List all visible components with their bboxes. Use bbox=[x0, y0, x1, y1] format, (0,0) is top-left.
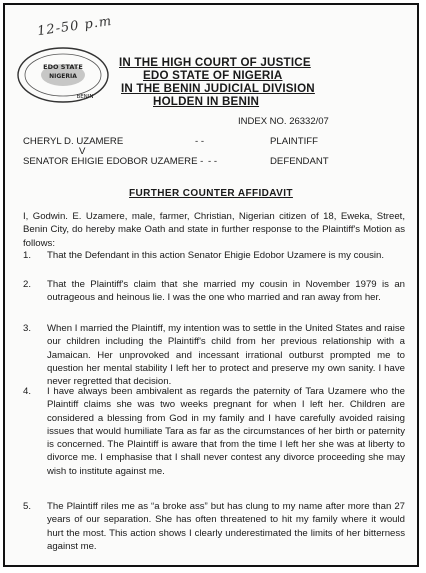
item-number: 5. bbox=[23, 501, 32, 512]
handwritten-time-note: 12-50 p.m bbox=[36, 13, 114, 40]
court-heading-line-2: EDO STATE OF NIGERIA bbox=[143, 69, 283, 82]
court-heading bbox=[119, 56, 399, 108]
defendant-dashes: - - bbox=[208, 156, 218, 167]
defendant-name: SENATOR EHIGIE EDOBOR UZAMERE - bbox=[23, 156, 204, 167]
court-seal-stamp-icon bbox=[15, 45, 111, 105]
document-page bbox=[3, 3, 419, 567]
versus-label: V bbox=[79, 146, 86, 157]
item-number: 2. bbox=[23, 279, 32, 290]
court-heading-line-1: IN THE HIGH COURT OF JUSTICE bbox=[119, 56, 311, 69]
item-text: I have always been ambivalent as regards the paternity of Tara Uzamere who the Plaintiff claims she was two weeks pregnant for when I left her. Children are considered a blessing from God in my family and I have carefully avoided raising issues that would humiliate Tara as far as the circumstances of her birth or paternity is concerned. The Plaintiff is aware that from the time I left her she was at liberty to divorce me. I emphasise that I shall never contest any divorce proceeding she may wish to institute against me. bbox=[47, 386, 405, 477]
stamp-line-1: EDO STATE bbox=[43, 63, 83, 71]
list-item bbox=[23, 322, 405, 388]
list-item bbox=[23, 385, 405, 478]
plaintiff-dashes: - - bbox=[195, 136, 205, 147]
plaintiff-role: PLAINTIFF bbox=[270, 136, 318, 147]
item-text: The Plaintiff riles me as “a broke ass” but has clung to my name after more than 27 years of our separation. She has often threatened to hit my family where it would hurt the most. This action shows I clearly underestimated the limits of her bitterness against me. bbox=[47, 501, 405, 552]
court-heading-line-3: IN THE BENIN JUDICIAL DIVISION bbox=[121, 82, 315, 95]
intro-paragraph: I, Godwin. E. Uzamere, male, farmer, Christian, Nigerian citizen of 18, Eweka, Street, Benin City, do hereby make Oath and state in further response to the Plaintiff's Motion as follows: bbox=[23, 211, 405, 249]
stamp-line-3: BENIN bbox=[76, 94, 94, 100]
item-text: When I married the Plaintiff, my intention was to settle in the United States and raise our children including the Plaintiff's child from her previous relationship with a Jamaican. Her unprovoked and incessant irrational outburst prompted me to question her mental stability I left her to protect and preserve my own sanity. I have never regretted that decision. bbox=[47, 323, 405, 388]
list-item bbox=[23, 500, 405, 553]
item-text: That the Plaintiff's claim that she married my cousin in November 1979 is an outrageous and heinous lie. I was the one who married and ran away from her. bbox=[47, 279, 405, 304]
item-number: 4. bbox=[23, 386, 32, 397]
item-number: 1. bbox=[23, 250, 32, 261]
page-cutoff-fade bbox=[5, 557, 417, 567]
item-text: That the Defendant in this action Senator Ehigie Edobor Uzamere is my cousin. bbox=[47, 250, 385, 261]
court-heading-line-4: HOLDEN IN BENIN bbox=[153, 95, 260, 108]
defendant-role: DEFENDANT bbox=[270, 156, 329, 167]
list-item bbox=[23, 278, 405, 305]
plaintiff-name: CHERYL D. UZAMERE bbox=[23, 136, 124, 147]
stamp-line-2: NIGERIA bbox=[49, 73, 77, 80]
item-number: 3. bbox=[23, 323, 32, 334]
index-number: INDEX NO. 26332/07 bbox=[238, 116, 329, 127]
list-item bbox=[23, 249, 405, 262]
affidavit-title: FURTHER COUNTER AFFIDAVIT bbox=[129, 188, 293, 199]
